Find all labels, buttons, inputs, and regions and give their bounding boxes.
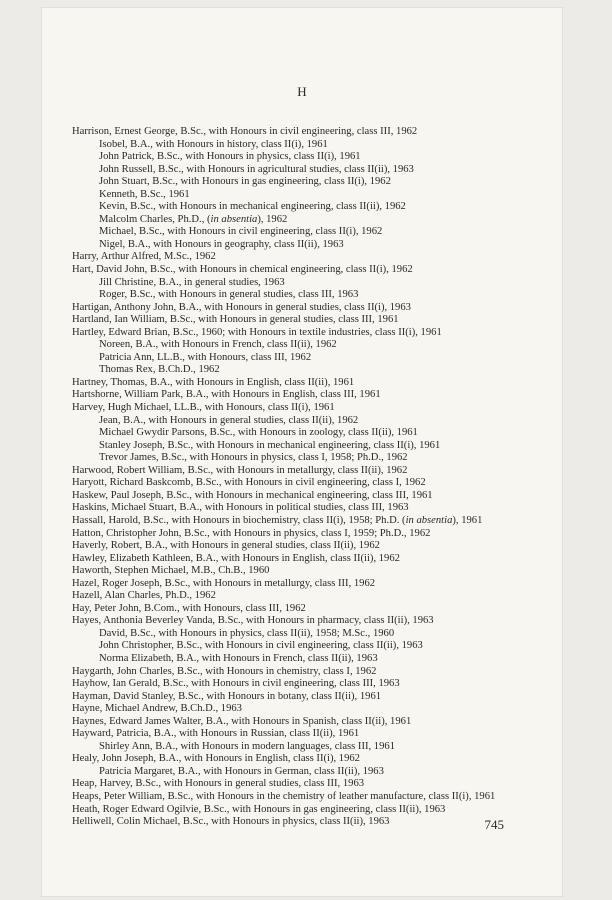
sub-entry: Roger, B.Sc., with Honours in general studies, class III, 1963: [99, 289, 359, 301]
entry: Hartigan, Anthony John, B.A., with Honours in general studies, class II(i), 1963: [72, 301, 411, 313]
entry: Haynes, Edward James Walter, B.A., with Honours in Spanish, class II(ii), 1961: [72, 715, 412, 727]
sub-entry: Michael, B.Sc., with Honours in civil engineering, class II(i), 1962: [99, 226, 383, 238]
entry: Hayward, Patricia, B.A., with Honours in Russian, class II(ii), 1961: [72, 728, 360, 740]
entry: Hayne, Michael Andrew, B.Ch.D., 1963: [72, 703, 242, 715]
page-number: 745: [484, 817, 504, 832]
sub-entry: Norma Elizabeth, B.A., with Honours in French, class II(ii), 1963: [99, 652, 378, 664]
sub-entry: Noreen, B.A., with Honours in French, class II(ii), 1962: [99, 339, 337, 351]
entry: Hart, David John, B.Sc., with Honours in chemical engineering, class II(i), 1962: [72, 264, 413, 276]
sub-entry: Malcolm Charles, Ph.D., (in absentia), 1962: [99, 213, 288, 225]
entry: Heap, Harvey, B.Sc., with Honours in general studies, class III, 1963: [72, 778, 365, 790]
entry: Hawley, Elizabeth Kathleen, B.A., with Honours in English, class II(ii), 1962: [72, 552, 400, 564]
entry: Haworth, Stephen Michael, M.B., Ch.B., 1960: [72, 565, 270, 577]
sub-entry: Kenneth, B.Sc., 1961: [99, 188, 190, 200]
sub-entry: David, B.Sc., with Honours in physics, class II(ii), 1958; M.Sc., 1960: [99, 627, 395, 639]
entry: Haverly, Robert, B.A., with Honours in general studies, class II(ii), 1962: [72, 540, 380, 552]
entry: Hayman, David Stanley, B.Sc., with Honours in botany, class II(ii), 1961: [72, 690, 382, 702]
entry: Hartland, Ian William, B.Sc., with Honours in general studies, class III, 1961: [72, 314, 399, 326]
sub-entry: John Russell, B.Sc., with Honours in agricultural studies, class II(ii), 1963: [99, 163, 414, 175]
entry: Heath, Roger Edward Ogilvie, B.Sc., with Honours in gas engineering, class II(ii), 1963: [72, 803, 446, 815]
entry: Hatton, Christopher John, B.Sc., with Honours in physics, class I, 1959; Ph.D., 1962: [72, 527, 431, 539]
sub-entry: Kevin, B.Sc., with Honours in mechanical engineering, class II(ii), 1962: [99, 201, 406, 213]
sub-entry: Patricia Ann, LL.B., with Honours, class III, 1962: [99, 351, 312, 363]
sub-entry: Thomas Rex, B.Ch.D., 1962: [99, 364, 220, 376]
sub-entry: Isobel, B.A., with Honours in history, class II(i), 1961: [99, 138, 328, 150]
entry: Hartney, Thomas, B.A., with Honours in English, class II(ii), 1961: [72, 376, 355, 388]
entry: Hassall, Harold, B.Sc., with Honours in biochemistry, class II(i), 1958; Ph.D. (in absentia), 1961: [72, 514, 483, 526]
entry: Hayhow, Ian Gerald, B.Sc., with Honours in civil engineering, class III, 1963: [72, 678, 400, 690]
sub-entry: Nigel, B.A., with Honours in geography, class II(ii), 1963: [99, 238, 344, 250]
sub-entry: Michael Gwydir Parsons, B.Sc., with Honours in zoology, class II(ii), 1961: [99, 427, 418, 439]
sub-entry: John Christopher, B.Sc., with Honours in civil engineering, class II(ii), 1963: [99, 640, 423, 652]
entry: Hartley, Edward Brian, B.Sc., 1960; with Honours in textile industries, class II(i), 1961: [72, 326, 442, 338]
entry: Helliwell, Colin Michael, B.Sc., with Honours in physics, class II(ii), 1963: [72, 816, 390, 828]
entry: Haygarth, John Charles, B.Sc., with Honours in chemistry, class I, 1962: [72, 665, 377, 677]
entry: Hartshorne, William Park, B.A., with Honours in English, class III, 1961: [72, 389, 381, 401]
sub-entry: Stanley Joseph, B.Sc., with Honours in mechanical engineering, class II(i), 1961: [99, 439, 441, 451]
entry: Haryott, Richard Baskcomb, B.Sc., with Honours in civil engineering, class I, 1962: [72, 477, 426, 489]
entry: Hazell, Alan Charles, Ph.D., 1962: [72, 590, 216, 602]
sub-entry: Jill Christine, B.A., in general studies, 1963: [99, 276, 285, 288]
sub-entry: John Stuart, B.Sc., with Honours in gas engineering, class II(i), 1962: [99, 176, 391, 188]
entry: Harvey, Hugh Michael, LL.B., with Honours, class II(i), 1961: [72, 402, 335, 414]
graduate-list: [72, 126, 500, 829]
sub-entry: Trevor James, B.Sc., with Honours in physics, class I, 1958; Ph.D., 1962: [99, 452, 408, 464]
book-page: [42, 8, 562, 896]
entry: Haskew, Paul Joseph, B.Sc., with Honours in mechanical engineering, class III, 1961: [72, 489, 433, 501]
sub-entry: Shirley Ann, B.A., with Honours in modern languages, class III, 1961: [99, 740, 395, 752]
entry: Hayes, Anthonia Beverley Vanda, B.Sc., with Honours in pharmacy, class II(ii), 1963: [72, 615, 434, 627]
entry: Haskins, Michael Stuart, B.A., with Honours in political studies, class III, 1963: [72, 502, 409, 514]
entry: Heaps, Peter William, B.Sc., with Honours in the chemistry of leather manufacture, class II(i), 1961: [72, 790, 496, 802]
entry: Healy, John Joseph, B.A., with Honours in English, class II(i), 1962: [72, 753, 360, 765]
sub-entry: John Patrick, B.Sc., with Honours in physics, class II(i), 1961: [99, 151, 361, 163]
sub-entry: Patricia Margaret, B.A., with Honours in German, class II(ii), 1963: [99, 765, 384, 777]
section-heading: H: [297, 84, 307, 99]
entry: Harry, Arthur Alfred, M.Sc., 1962: [72, 251, 216, 263]
entry: Harrison, Ernest George, B.Sc., with Honours in civil engineering, class III, 1962: [72, 126, 418, 137]
sub-entry: Jean, B.A., with Honours in general studies, class II(ii), 1962: [99, 414, 359, 426]
entry: Hazel, Roger Joseph, B.Sc., with Honours in metallurgy, class III, 1962: [72, 577, 376, 589]
entry: Harwood, Robert William, B.Sc., with Honours in metallurgy, class II(ii), 1962: [72, 464, 408, 476]
entry: Hay, Peter John, B.Com., with Honours, class III, 1962: [72, 602, 306, 614]
